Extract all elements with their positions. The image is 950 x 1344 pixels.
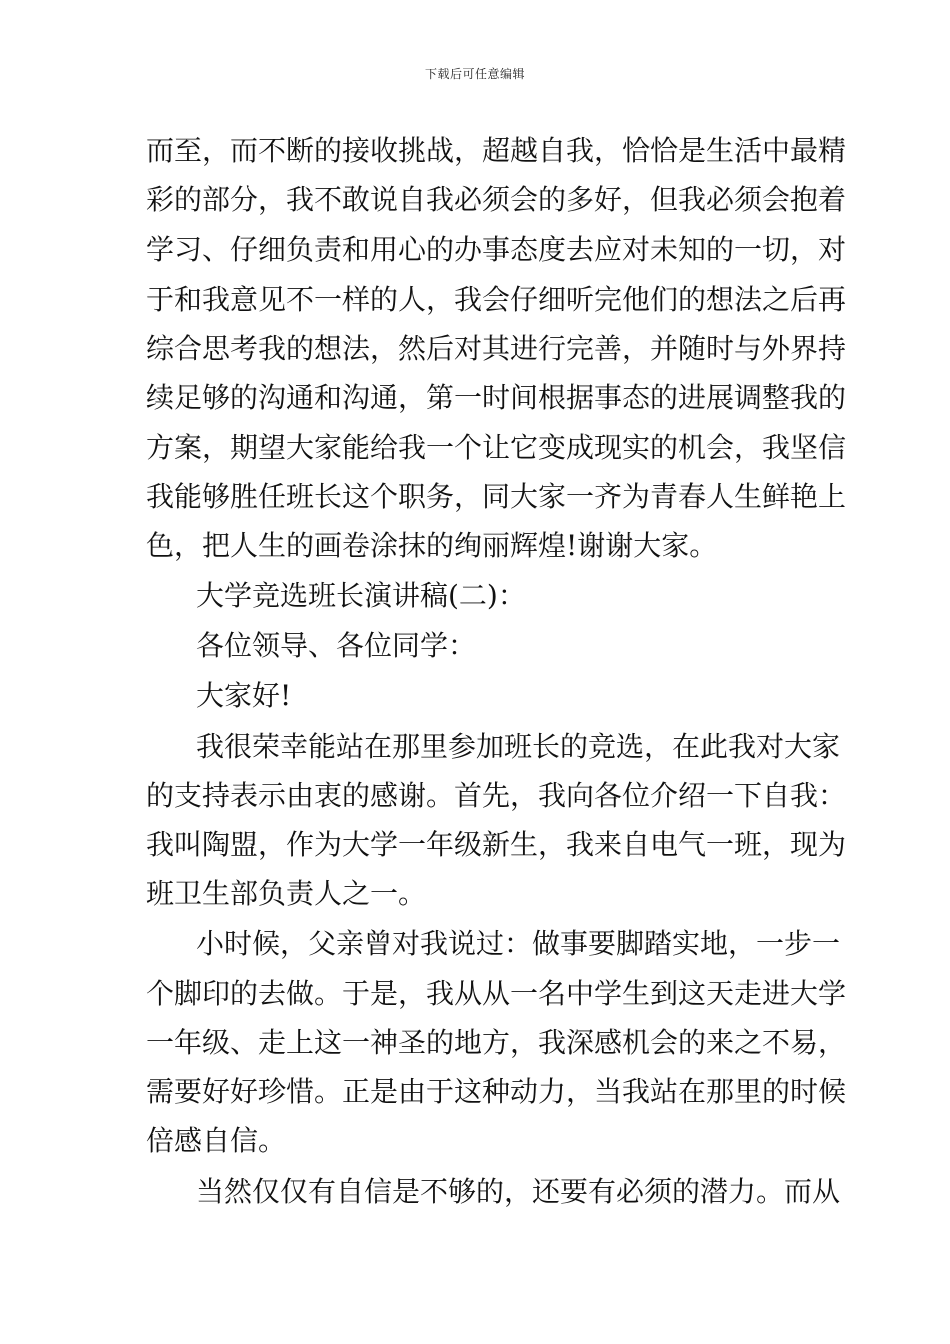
body-line: 色，把人生的画卷涂抹的绚丽辉煌!谢谢大家。 <box>146 529 718 562</box>
salutation: 各位领导、各位同学： <box>196 629 477 662</box>
body-line: 彩的部分，我不敢说自我必须会的多好，但我必须会抱着 <box>146 183 847 216</box>
section-title: 大学竞选班长演讲稿(二)： <box>196 579 526 612</box>
page-header: 下载后可任意编辑 <box>424 67 525 81</box>
body-line: 学习、仔细负责和用心的办事态度去应对未知的一切，对 <box>146 233 847 266</box>
body-line: 个脚印的去做。于是，我从从一名中学生到这天走进大学 <box>146 977 847 1010</box>
body-line: 我叫陶盟，作为大学一年级新生，我来自电气一班，现为 <box>146 828 847 861</box>
body-line: 当然仅仅有自信是不够的，还要有必须的潜力。而从 <box>196 1175 841 1208</box>
body-line: 于和我意见不一样的人，我会仔细听完他们的想法之后再 <box>146 283 847 316</box>
body-line: 倍感自信。 <box>146 1124 287 1157</box>
body-line: 方案，期望大家能给我一个让它变成现实的机会，我坚信 <box>146 431 847 464</box>
body-line: 的支持表示由衷的感谢。首先，我向各位介绍一下自我： <box>146 779 847 812</box>
body-line: 我能够胜任班长这个职务，同大家一齐为青春人生鲜艳上 <box>146 480 847 513</box>
body-line: 综合思考我的想法，然后对其进行完善，并随时与外界持 <box>146 332 847 365</box>
body-line: 我很荣幸能站在那里参加班长的竞选，在此我对大家 <box>196 730 841 763</box>
body-line: 班卫生部负责人之一。 <box>146 877 427 910</box>
body-line: 需要好好珍惜。正是由于这种动力，当我站在那里的时候 <box>146 1075 847 1108</box>
greeting: 大家好! <box>196 679 292 712</box>
body-line: 而至，而不断的接收挑战，超越自我，恰恰是生活中最精 <box>146 134 847 167</box>
body-line: 续足够的沟通和沟通，第一时间根据事态的进展调整我的 <box>146 381 847 414</box>
body-line: 一年级、走上这一神圣的地方，我深感机会的来之不易， <box>146 1026 847 1059</box>
body-line: 小时候，父亲曾对我说过：做事要脚踏实地，一步一 <box>196 927 841 960</box>
